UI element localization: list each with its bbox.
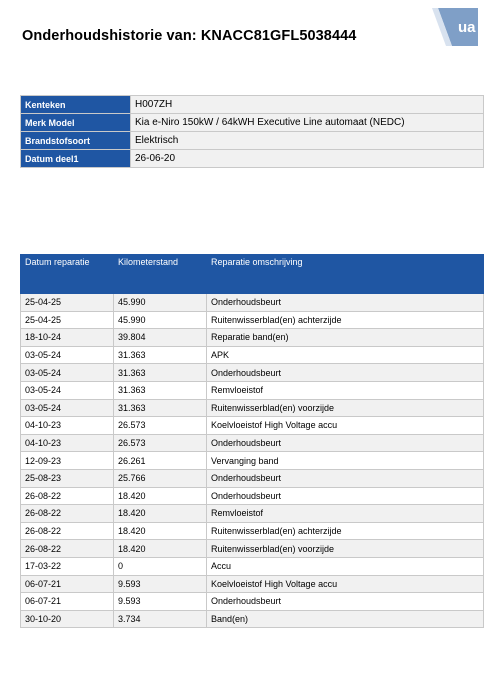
table-cell: Onderhoudsbeurt xyxy=(207,364,484,382)
table-row xyxy=(21,540,484,558)
vehicle-info-value: 26-06-20 xyxy=(131,150,484,168)
table-row xyxy=(21,522,484,540)
table-cell: 06-07-21 xyxy=(21,593,114,611)
table-cell: 25-04-25 xyxy=(21,294,114,312)
table-row xyxy=(21,575,484,593)
table-row xyxy=(21,610,484,628)
vehicle-info-row xyxy=(21,114,484,132)
column-header: Reparatie omschrijving xyxy=(207,255,484,294)
table-cell: 26.261 xyxy=(114,452,207,470)
table-cell: Onderhoudsbeurt xyxy=(207,294,484,312)
table-cell: 17-03-22 xyxy=(21,557,114,575)
table-cell: 25-04-25 xyxy=(21,311,114,329)
vehicle-info-label: Merk Model xyxy=(21,114,131,132)
vehicle-info-row xyxy=(21,96,484,114)
table-row xyxy=(21,346,484,364)
vehicle-info-label: Kenteken xyxy=(21,96,131,114)
table-cell: Band(en) xyxy=(207,610,484,628)
table-cell: 45.990 xyxy=(114,311,207,329)
table-cell: Onderhoudsbeurt xyxy=(207,487,484,505)
table-cell: 45.990 xyxy=(114,294,207,312)
table-cell: 26-08-22 xyxy=(21,522,114,540)
table-cell: Remvloeistof xyxy=(207,505,484,523)
table-cell: 18.420 xyxy=(114,540,207,558)
vehicle-info-value: Kia e-Niro 150kW / 64kWH Executive Line automaat (NEDC) xyxy=(131,114,484,132)
table-cell: Vervanging band xyxy=(207,452,484,470)
table-cell: 31.363 xyxy=(114,346,207,364)
table-cell: Remvloeistof xyxy=(207,381,484,399)
table-cell: Ruitenwisserblad(en) voorzijde xyxy=(207,540,484,558)
table-cell: Reparatie band(en) xyxy=(207,329,484,347)
vehicle-info-label: Brandstofsoort xyxy=(21,132,131,150)
table-cell: Onderhoudsbeurt xyxy=(207,434,484,452)
table-row xyxy=(21,434,484,452)
vehicle-info-table xyxy=(20,95,484,168)
vehicle-info-label: Datum deel1 xyxy=(21,150,131,168)
table-cell: 03-05-24 xyxy=(21,364,114,382)
table-cell: Accu xyxy=(207,557,484,575)
table-row xyxy=(21,311,484,329)
table-row xyxy=(21,294,484,312)
table-cell: 26.573 xyxy=(114,417,207,435)
table-cell: 03-05-24 xyxy=(21,399,114,417)
table-cell: 26-08-22 xyxy=(21,487,114,505)
vehicle-info-value: H007ZH xyxy=(131,96,484,114)
table-cell: 39.804 xyxy=(114,329,207,347)
table-row xyxy=(21,399,484,417)
table-cell: 31.363 xyxy=(114,399,207,417)
table-cell: Onderhoudsbeurt xyxy=(207,469,484,487)
table-cell: 18.420 xyxy=(114,505,207,523)
table-cell: 04-10-23 xyxy=(21,434,114,452)
vehicle-info-value: Elektrisch xyxy=(131,132,484,150)
table-row xyxy=(21,329,484,347)
table-cell: 26.573 xyxy=(114,434,207,452)
table-cell: 26-08-22 xyxy=(21,505,114,523)
table-cell: 12-09-23 xyxy=(21,452,114,470)
table-cell: Ruitenwisserblad(en) voorzijde xyxy=(207,399,484,417)
table-cell: 3.734 xyxy=(114,610,207,628)
table-row xyxy=(21,381,484,399)
table-cell: 18.420 xyxy=(114,487,207,505)
table-cell: 0 xyxy=(114,557,207,575)
table-cell: 31.363 xyxy=(114,364,207,382)
page-title: Onderhoudshistorie van: KNACC81GFL5038444 xyxy=(22,28,357,44)
table-row xyxy=(21,487,484,505)
table-cell: 26-08-22 xyxy=(21,540,114,558)
table-cell: 18.420 xyxy=(114,522,207,540)
column-header: Datum reparatie xyxy=(21,255,114,294)
table-cell: 25-08-23 xyxy=(21,469,114,487)
vehicle-info-row xyxy=(21,132,484,150)
table-cell: Ruitenwisserblad(en) achterzijde xyxy=(207,522,484,540)
table-row xyxy=(21,593,484,611)
table-cell: Koelvloeistof High Voltage accu xyxy=(207,575,484,593)
table-cell: 06-07-21 xyxy=(21,575,114,593)
table-row xyxy=(21,417,484,435)
table-row xyxy=(21,452,484,470)
column-header: Kilometerstand xyxy=(114,255,207,294)
table-cell: 9.593 xyxy=(114,575,207,593)
table-cell: 18-10-24 xyxy=(21,329,114,347)
brand-logo-icon xyxy=(432,8,478,46)
vehicle-info-row xyxy=(21,150,484,168)
table-cell: 31.363 xyxy=(114,381,207,399)
table-row xyxy=(21,469,484,487)
table-row xyxy=(21,364,484,382)
table-cell: 04-10-23 xyxy=(21,417,114,435)
logo-text: ua xyxy=(458,19,476,36)
table-cell: 25.766 xyxy=(114,469,207,487)
table-cell: Koelvloeistof High Voltage accu xyxy=(207,417,484,435)
table-cell: 03-05-24 xyxy=(21,381,114,399)
table-row xyxy=(21,557,484,575)
table-cell: Onderhoudsbeurt xyxy=(207,593,484,611)
table-cell: Ruitenwisserblad(en) achterzijde xyxy=(207,311,484,329)
table-cell: 30-10-20 xyxy=(21,610,114,628)
table-cell: 9.593 xyxy=(114,593,207,611)
table-row xyxy=(21,505,484,523)
table-cell: APK xyxy=(207,346,484,364)
table-cell: 03-05-24 xyxy=(21,346,114,364)
maintenance-history-table xyxy=(20,254,484,628)
